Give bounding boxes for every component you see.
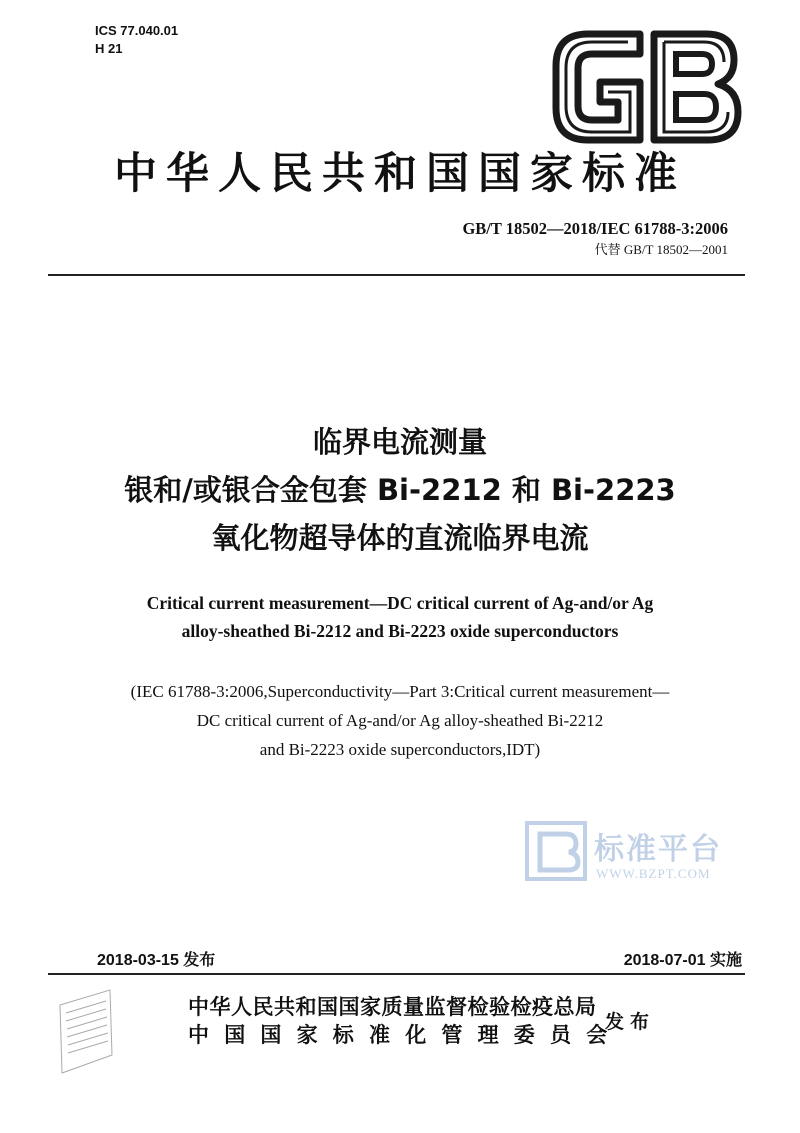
bottom-divider <box>48 973 745 975</box>
top-divider <box>48 274 745 276</box>
iec-line: (IEC 61788-3:2006,Superconductivity—Part 3:Critical current measurement— <box>130 682 670 701</box>
english-title-line: alloy-sheathed Bi-2212 and Bi-2223 oxide superconductors <box>181 621 619 641</box>
implementation-date: 2018-07-01 实施 <box>623 952 742 969</box>
issuing-authorities <box>188 993 622 1049</box>
english-title-line: Critical current measurement—DC critical current of Ag-and/or Ag <box>146 593 654 613</box>
iec-line: DC critical current of Ag-and/or Ag alloy-sheathed Bi-2212 <box>196 711 604 730</box>
iec-equivalence <box>40 677 760 764</box>
watermark-text: 标准平台 <box>594 832 722 867</box>
bzpt-logo-icon <box>524 820 588 882</box>
issuer-aqsiq: 中华人民共和国国家质量监督检验检疫总局 <box>188 994 597 1019</box>
chinese-title <box>40 418 760 562</box>
watermark-url: WWW.BZPT.COM <box>596 866 711 881</box>
standard-type-title: 中华人民共和国国家标准 <box>114 149 686 199</box>
ics-code: ICS 77.040.01 <box>95 23 179 38</box>
replaces-standard: 代替 GB/T 18502—2001 <box>594 242 728 257</box>
watermark <box>524 820 754 890</box>
chinese-title-line: 临界电流测量 <box>312 425 487 459</box>
classification-codes <box>95 22 178 58</box>
standard-number: GB/T 18502—2018/IEC 61788-3:2006 <box>462 219 728 238</box>
ccs-code: H 21 <box>95 41 123 56</box>
gb-logo-icon <box>548 26 744 148</box>
anti-counterfeit-stamp-icon <box>50 985 120 1080</box>
issue-date: 2018-03-15 发布 <box>97 952 216 969</box>
chinese-title-line: 银和/或银合金包套 Bi-2212 和 Bi-2223 <box>124 473 676 507</box>
issuer-sac: 中国国家标准化管理委员会 <box>188 1022 623 1047</box>
chinese-title-line: 氧化物超导体的直流临界电流 <box>211 521 589 555</box>
english-title <box>40 589 760 645</box>
publish-label: 发布 <box>605 1011 656 1033</box>
iec-line: and Bi-2223 oxide superconductors,IDT) <box>259 740 541 759</box>
